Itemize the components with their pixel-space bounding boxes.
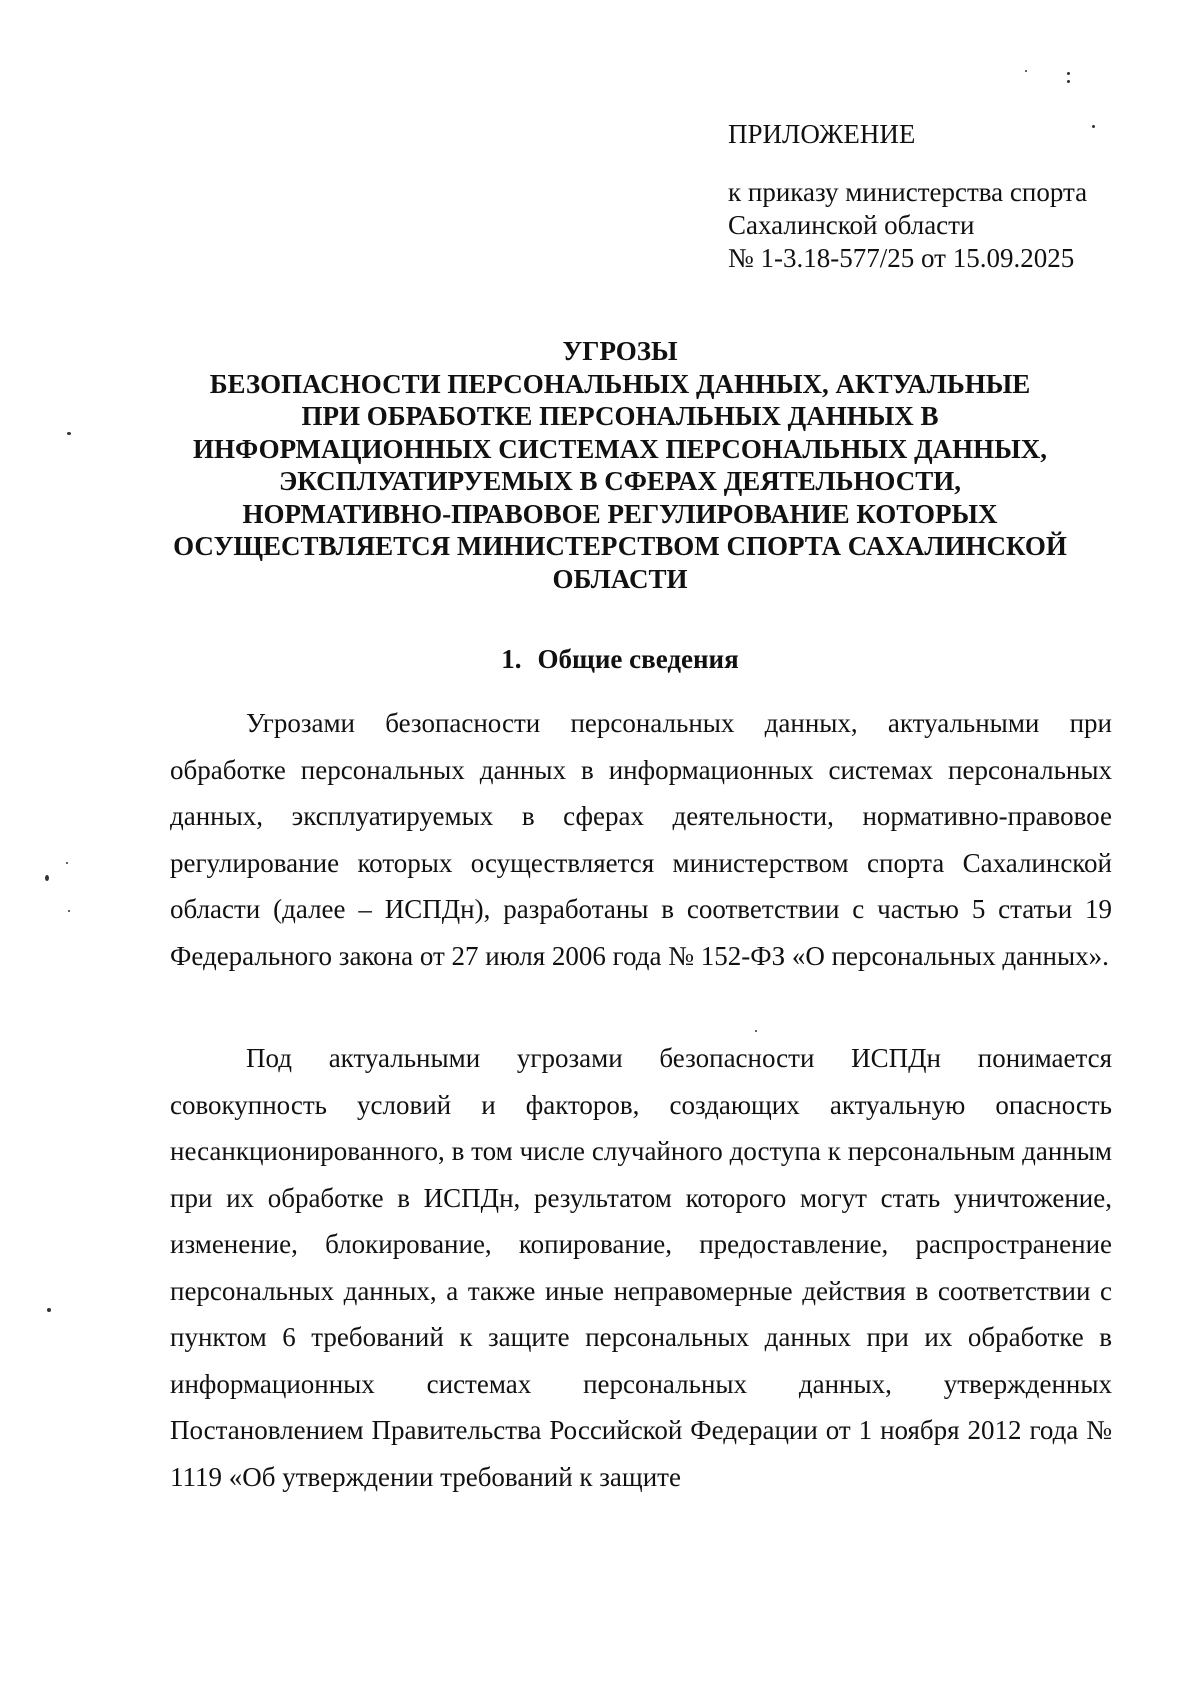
scan-speck: [1025, 70, 1027, 72]
title-line: ИНФОРМАЦИОННЫХ СИСТЕМАХ ПЕРСОНАЛЬНЫХ ДАННЫХ,: [193, 433, 1047, 464]
section-heading: [150, 643, 1090, 675]
paragraph: Под актуальными угрозами безопасности ИСПДн понимается совокупность условий и факторов, создающих актуальную опасность несанкционированного, в том числе случайного доступа к персональным данным при их обработке в ИСПДн, результатом которого могут стать уничтожение, изменение, блокирование, копирование, предоставление, распространение персональных данных, а также иные неправомерные действия в соответствии с пунктом 6 требований к защите персональных данных при их обработке в информационных системах персональных данных, утвержденных Постановлением Правительства Российской Федерации от 1 ноября 2012 года № 1119 «Об утверждении требований к защите: [170, 1043, 1112, 1492]
title-line: БЕЗОПАСНОСТИ ПЕРСОНАЛЬНЫХ ДАННЫХ, АКТУАЛЬНЫЕ: [209, 368, 1031, 399]
section-title: Общие сведения: [537, 644, 739, 674]
scan-speck: [1067, 72, 1070, 75]
scan-speck: [755, 1030, 757, 1032]
title-line: ЭКСПЛУАТИРУЕМЫХ В СФЕРАХ ДЕЯТЕЛЬНОСТИ,: [278, 466, 962, 496]
appendix-heading: ПРИЛОЖЕНИЕ: [728, 119, 916, 149]
scan-speck: [68, 910, 70, 912]
scan-speck: [45, 875, 49, 881]
title-line: НОРМАТИВНО-ПРАВОВОЕ РЕГУЛИРОВАНИЕ КОТОРЫХ: [242, 498, 998, 529]
paragraph: Угрозами безопасности персональных данных, актуальными при обработке персональных данных в информационных системах персональных данных, эксплуатируемых в сферах деятельности, нормативно-правовое регулирование которых осуществляется министерством спорта Сахалинской области (далее – ИСПДн), разработаны в соответствии с частью 5 статьи 19 Федерального закона от 27 июля 2006 года № 152-ФЗ «О персональных данных».: [170, 708, 1112, 971]
title-line: ОБЛАСТИ: [552, 563, 688, 594]
scan-speck: [66, 862, 68, 864]
appendix-line: к приказу министерства спорта: [728, 177, 1088, 207]
scan-speck: [1067, 80, 1070, 83]
section-number: 1.: [501, 644, 522, 674]
scan-speck: [47, 1308, 51, 1312]
scan-speck: [67, 432, 71, 435]
appendix-line: № 1-3.18-577/25 от 15.09.2025: [728, 243, 1075, 273]
appendix-line: Сахалинской области: [728, 210, 975, 240]
appendix-block: [728, 118, 1158, 275]
scan-speck: [1092, 125, 1095, 128]
document-title: [150, 335, 1090, 595]
title-line: ПРИ ОБРАБОТКЕ ПЕРСОНАЛЬНЫХ ДАННЫХ В: [301, 401, 939, 431]
title-line: ОСУЩЕСТВЛЯЕТСЯ МИНИСТЕРСТВОМ СПОРТА САХАЛИНСКОЙ: [173, 531, 1067, 561]
title-line: УГРОЗЫ: [562, 336, 678, 366]
